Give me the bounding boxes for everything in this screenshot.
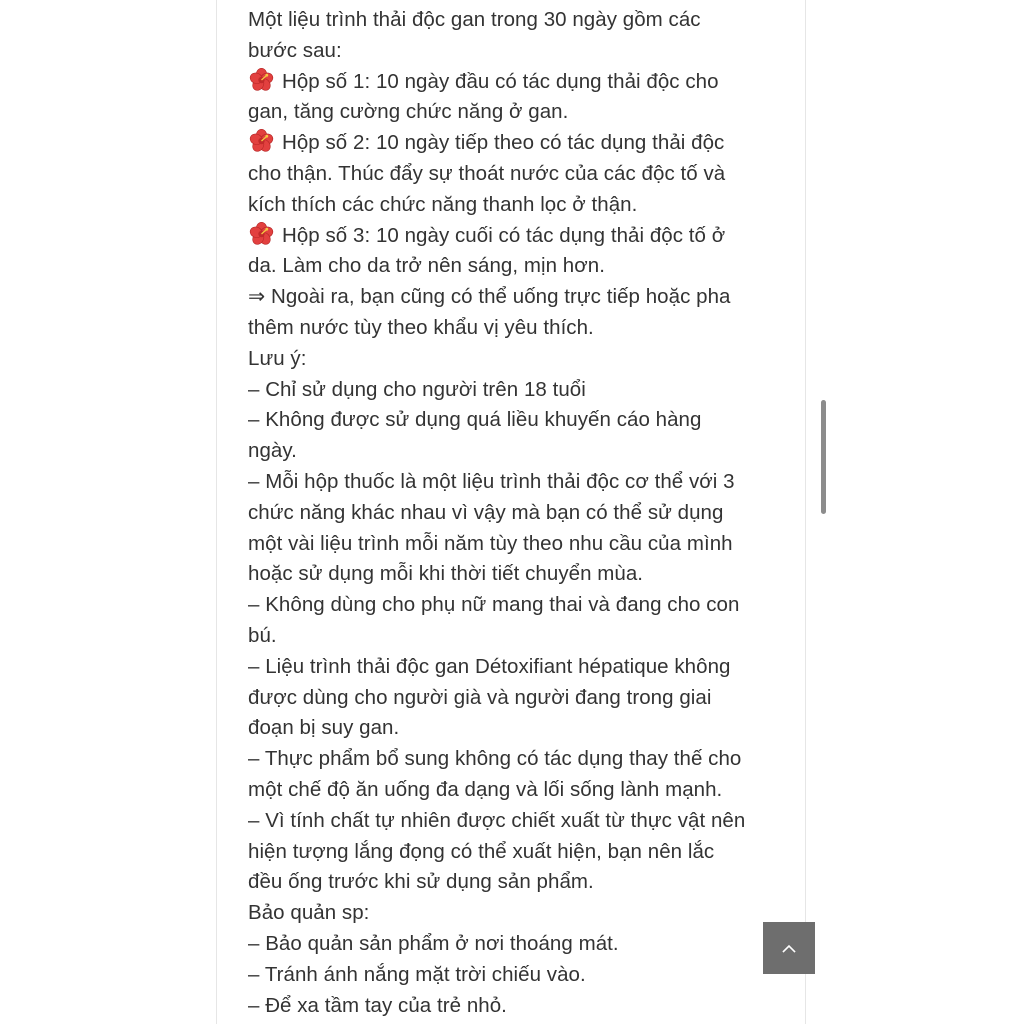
text-line [248, 436, 788, 467]
text-line-content: da. Làm cho da trở nên sáng, mịn hơn. [248, 254, 605, 278]
text-line-content: Bảo quản sp: [248, 901, 370, 925]
text-line-content: – Mỗi hộp thuốc là một liệu trình thải độc cơ thể với 3 [248, 469, 735, 493]
text-line [248, 837, 788, 868]
text-line-content: – Bảo quản sản phẩm ở nơi thoáng mát. [248, 931, 619, 955]
text-line-content: – Liệu trình thải độc gan Détoxifiant hépatique không [248, 654, 731, 678]
text-line [248, 375, 788, 406]
text-line [248, 960, 788, 991]
text-line [248, 159, 788, 190]
hibiscus-icon [248, 129, 275, 153]
product-description [248, 5, 788, 1021]
text-line [248, 282, 788, 313]
text-line-content: ngày. [248, 439, 297, 463]
text-line-content: đều ống trước khi sử dụng sản phẩm. [248, 870, 594, 894]
text-line [248, 559, 788, 590]
text-line [248, 991, 788, 1022]
text-line-content: cho thận. Thúc đẩy sự thoát nước của các độc tố và [248, 161, 726, 185]
text-line [248, 590, 788, 621]
text-line [248, 251, 788, 282]
text-line-content: – Để xa tầm tay của trẻ nhỏ. [248, 993, 507, 1017]
text-line [248, 806, 788, 837]
text-line [248, 313, 788, 344]
text-line [248, 867, 788, 898]
chevron-up-icon [782, 944, 796, 953]
text-line [248, 652, 788, 683]
text-line-content: thêm nước tùy theo khẩu vị yêu thích. [248, 315, 594, 339]
text-line-content: Hộp số 2: 10 ngày tiếp theo có tác dụng thải độc [282, 131, 725, 155]
text-line [248, 128, 788, 159]
text-line-content: đoạn bị suy gan. [248, 716, 400, 740]
text-line-content: Một liệu trình thải độc gan trong 30 ngày gồm các [248, 8, 701, 31]
text-line [248, 713, 788, 744]
text-line [248, 898, 788, 929]
scrollbar-thumb[interactable] [821, 400, 826, 514]
text-line-content: Lưu ý: [248, 346, 307, 370]
text-line-content: – Tránh ánh nắng mặt trời chiếu vào. [248, 962, 586, 986]
text-line [248, 5, 788, 36]
text-line-content: kích thích các chức năng thanh lọc ở thận. [248, 192, 638, 216]
text-line-content: Hộp số 3: 10 ngày cuối có tác dụng thải độc tố ở [282, 223, 726, 247]
text-line-content: một vài liệu trình mỗi năm tùy theo nhu cầu của mình [248, 531, 733, 555]
text-line [248, 744, 788, 775]
text-line-content: – Chỉ sử dụng cho người trên 18 tuổi [248, 377, 586, 401]
text-line-content: được dùng cho người già và người đang trong giai [248, 685, 712, 709]
text-line-content: ⇒ Ngoài ra, bạn cũng có thể uống trực tiếp hoặc pha [248, 285, 731, 309]
text-line [248, 405, 788, 436]
text-line-content: – Thực phẩm bổ sung không có tác dụng thay thế cho [248, 747, 742, 771]
text-line-content: hoặc sử dụng mỗi khi thời tiết chuyển mùa. [248, 562, 644, 586]
text-line [248, 683, 788, 714]
text-line [248, 67, 788, 98]
text-line [248, 97, 788, 128]
text-line-content: bú. [248, 623, 277, 647]
text-line-content: gan, tăng cường chức năng ở gan. [248, 100, 569, 124]
text-line-content: bước sau: [248, 38, 342, 62]
text-line [248, 498, 788, 529]
text-line [248, 775, 788, 806]
text-line [248, 221, 788, 252]
text-line [248, 190, 788, 221]
text-line [248, 36, 788, 67]
text-line-content: – Không được sử dụng quá liều khuyến cáo hàng [248, 408, 702, 432]
hibiscus-icon [248, 222, 275, 246]
text-line-content: hiện tượng lắng đọng có thể xuất hiện, bạn nên lắc [248, 839, 715, 863]
text-line-content: Hộp số 1: 10 ngày đầu có tác dụng thải độc cho [282, 69, 719, 93]
text-line [248, 344, 788, 375]
back-to-top-button[interactable] [763, 922, 815, 974]
text-line-content: – Vì tính chất tự nhiên được chiết xuất từ thực vật nên [248, 808, 746, 832]
text-line-content: chức năng khác nhau vì vậy mà bạn có thể sử dụng [248, 500, 724, 524]
text-line-content: – Không dùng cho phụ nữ mang thai và đang cho con [248, 593, 740, 617]
text-line [248, 467, 788, 498]
text-line [248, 529, 788, 560]
text-line [248, 929, 788, 960]
text-line [248, 621, 788, 652]
text-line-content: một chế độ ăn uống đa dạng và lối sống lành mạnh. [248, 777, 723, 801]
hibiscus-icon [248, 68, 275, 92]
